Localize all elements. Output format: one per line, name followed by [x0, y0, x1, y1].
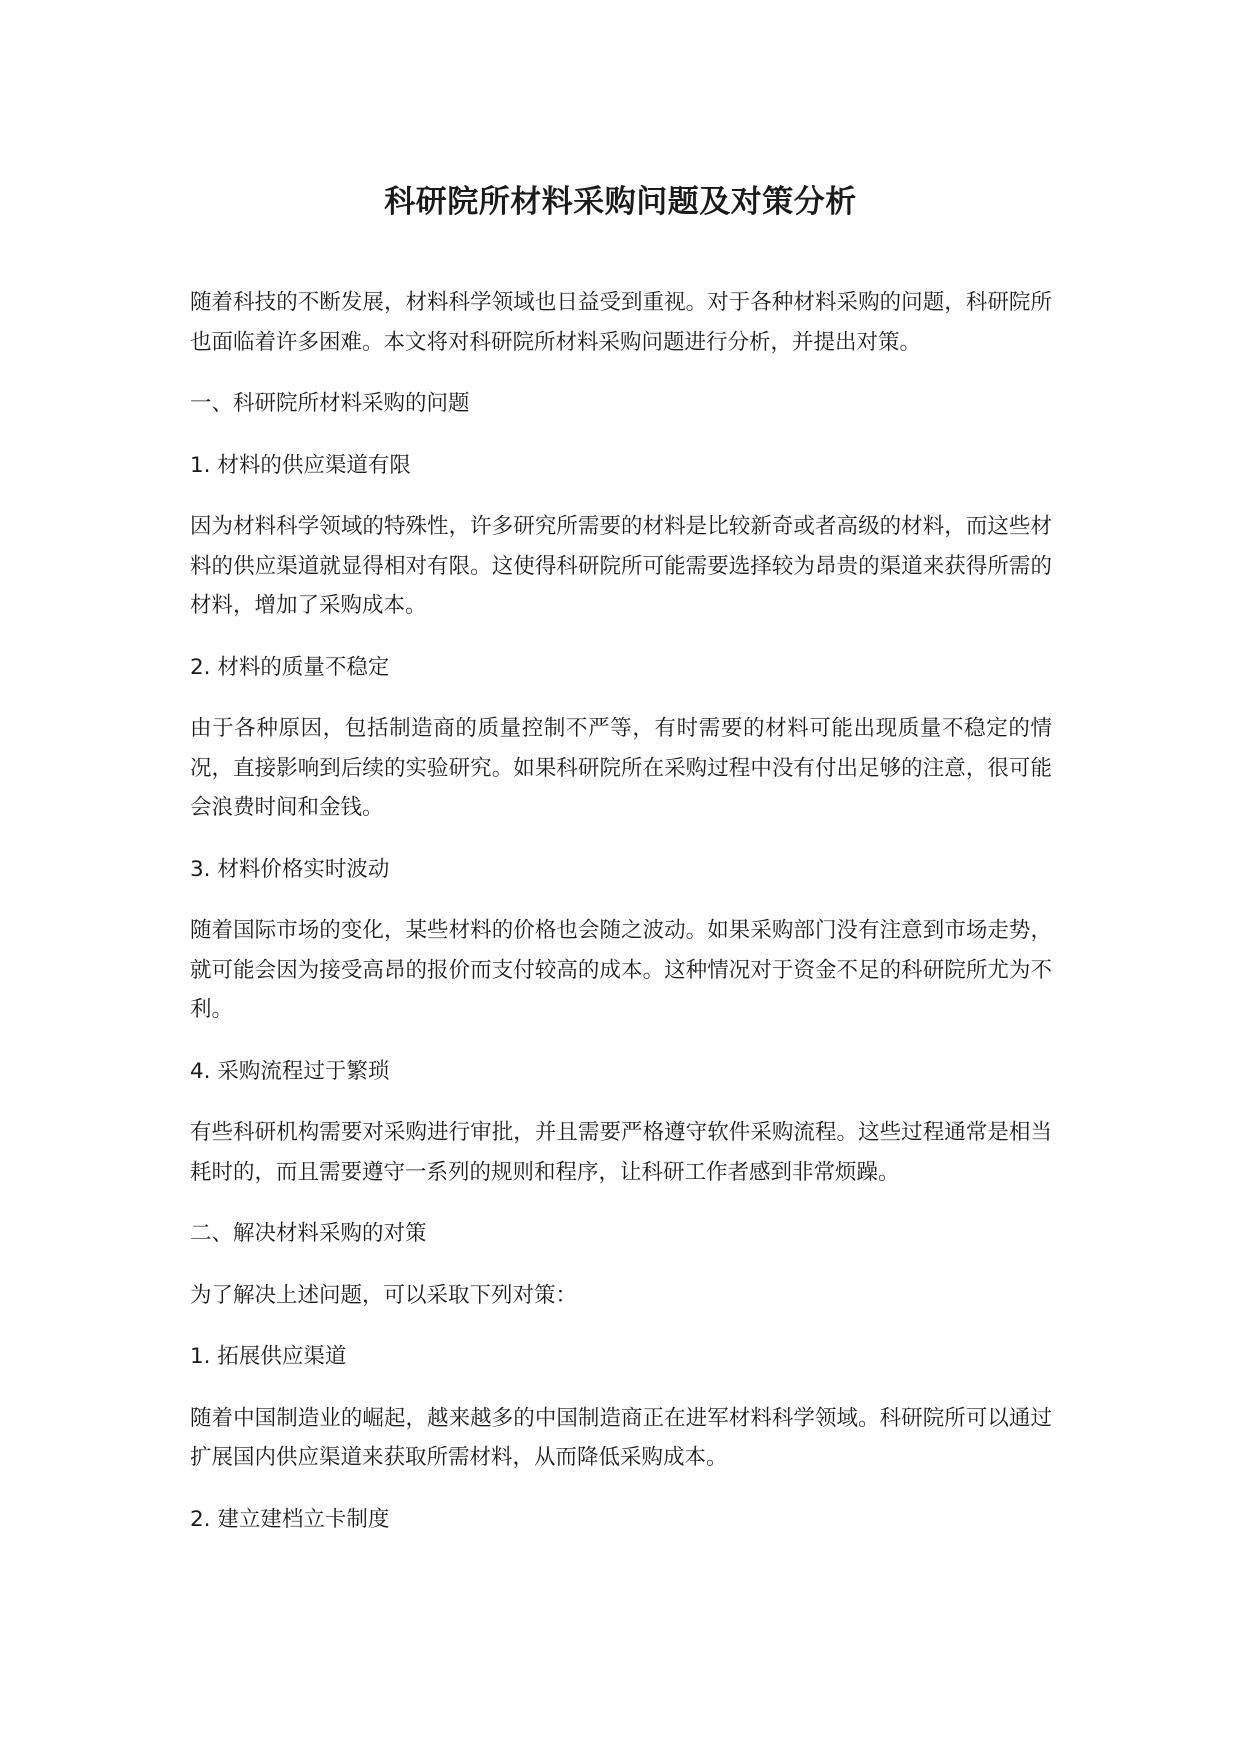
- paragraph-supply-channels: 因为材料科学领域的特殊性，许多研究所需要的材料是比较新奇或者高级的材料，而这些材料的供应渠道就显得相对有限。这使得科研院所可能需要选择较为昂贵的渠道来获得所需的材料，增加了采购成本。: [190, 514, 1052, 618]
- intro-paragraph: 随着科技的不断发展，材料科学领域也日益受到重视。对于各种材料采购的问题，科研院所也面临着许多困难。本文将对科研院所材料采购问题进行分析，并提出对策。: [190, 290, 1052, 355]
- paragraph-price: 随着国际市场的变化，某些材料的价格也会随之波动。如果采购部门没有注意到市场走势，就可能会因为接受高昂的报价而支付较高的成本。这种情况对于资金不足的科研院所尤为不利。: [190, 918, 1052, 1022]
- section-heading-solutions: 二、解决材料采购的对策: [190, 1221, 427, 1246]
- document-body: [190, 283, 1052, 1561]
- section-heading-problems: 一、科研院所材料采购的问题: [190, 391, 470, 416]
- subheading-quality: 2. 材料的质量不稳定: [190, 654, 390, 680]
- paragraph-process: 有些科研机构需要对采购进行审批，并且需要严格遵守软件采购流程。这些过程通常是相当耗时的，而且需要遵守一系列的规则和程序，让科研工作者感到非常烦躁。: [190, 1120, 1052, 1185]
- subheading-price: 3. 材料价格实时波动: [190, 856, 390, 882]
- subheading-supply-channels: 1. 材料的供应渠道有限: [190, 452, 411, 478]
- paragraph-expand-supply: 随着中国制造业的崛起，越来越多的中国制造商正在进军材料科学领域。科研院所可以通过扩展国内供应渠道来获取所需材料，从而降低采购成本。: [190, 1405, 1052, 1470]
- document-title: 科研院所材料采购问题及对策分析: [384, 184, 857, 220]
- subheading-process: 4. 采购流程过于繁琐: [190, 1058, 390, 1084]
- paragraph-quality: 由于各种原因，包括制造商的质量控制不严等，有时需要的材料可能出现质量不稳定的情况，直接影响到后续的实验研究。如果科研院所在采购过程中没有付出足够的注意，很可能会浪费时间和金钱。: [190, 716, 1052, 820]
- subheading-filing-system: 2. 建立建档立卡制度: [190, 1506, 390, 1532]
- solutions-intro: 为了解决上述问题，可以采取下列对策：: [190, 1282, 578, 1308]
- subheading-expand-supply: 1. 拓展供应渠道: [190, 1344, 347, 1369]
